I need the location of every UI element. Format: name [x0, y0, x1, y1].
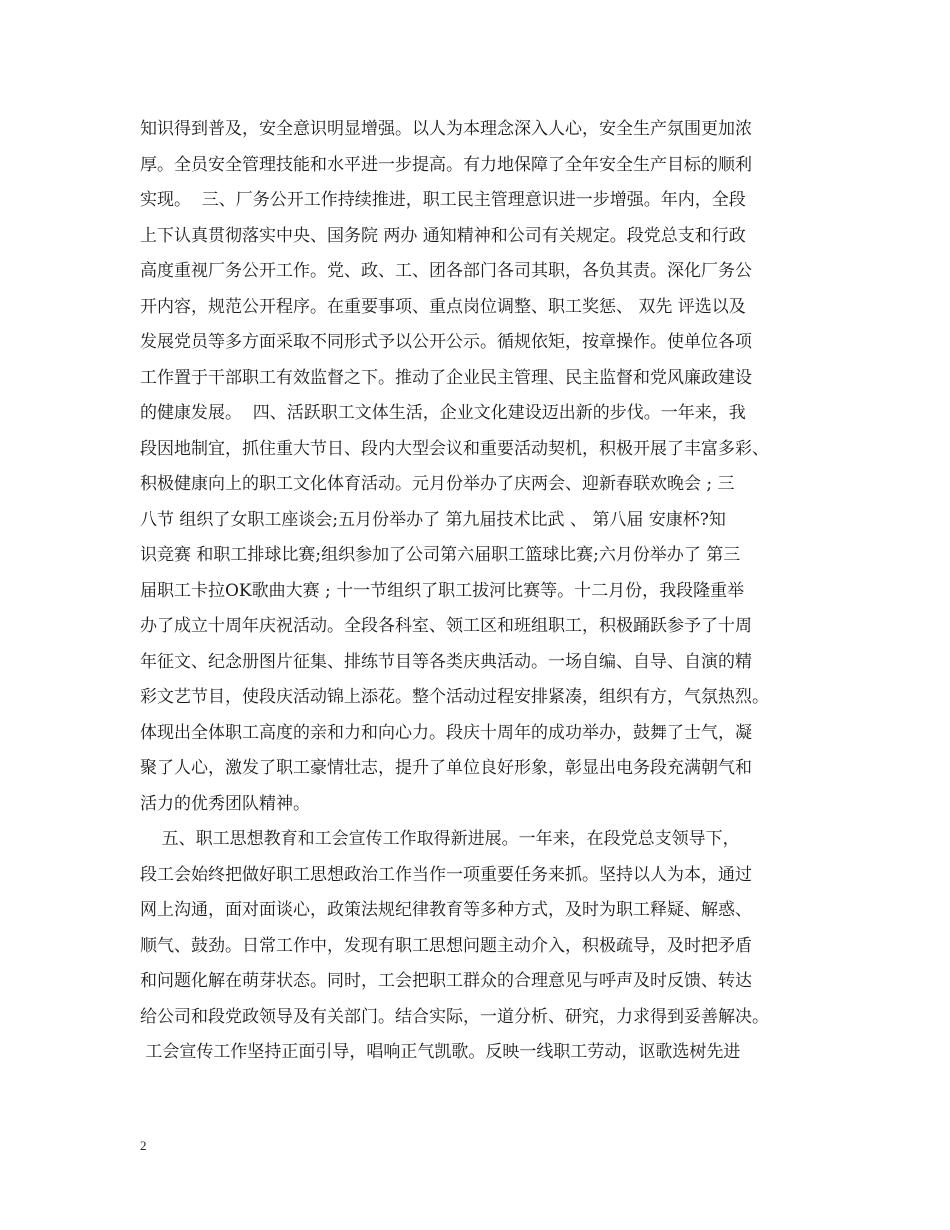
text-line: 工会宣传工作坚持正面引导，唱响正气凯歌。反映一线职工劳动，讴歌选树先进 [140, 1042, 741, 1062]
text-line: 活力的优秀团队精神。 [140, 793, 310, 814]
text-line: 八节 组织了女职工座谈会;五月份举办了 第九届技术比武 、 第八届 安康杯?知 [140, 509, 726, 530]
text-line: 发展党员等多方面采取不同形式予以公开公示。循规依矩，按章操作。使单位各项 [140, 332, 752, 352]
text-line: 识竞赛 和职工排球比赛;组织参加了公司第六届职工篮球比赛;六月份举办了 第三 [140, 545, 741, 565]
text-line: 段工会始终把做好职工思想政治工作当作一项重要任务来抓。坚持以人为本，通过 [140, 864, 752, 885]
text-line: 聚了人心，激发了职工豪情壮志，提升了单位良好形象，彰显出电务段充满朝气和 [140, 758, 752, 778]
text-line: 开内容，规范公开程序。在重要事项、重点岗位调整、职工奖惩、 双先 评选以及 [140, 296, 746, 317]
text-line: 上下认真贯彻落实中央、国务院 两办 通知精神和公司有关规定。段党总支和行政 [140, 225, 746, 246]
text-line: 五、职工思想教育和工会宣传工作取得新进展。一年来，在段党总支领导下， [140, 829, 740, 849]
text-line: 厚。全员安全管理技能和水平进一步提高。有力地保障了全年安全生产目标的顺利 [140, 154, 752, 175]
text-line: 给公司和段党政领导及有关部门。结合实际，一道分析、研究，力求得到妥善解决。 [140, 1006, 769, 1027]
text-line: 工作置于干部职工有效监督之下。推动了企业民主管理、民主监督和党风廉政建设 [140, 367, 752, 388]
body-text [140, 112, 840, 1071]
text-line: 知识得到普及，安全意识明显增强。以人为本理念深入人心，安全生产氛围更加浓 [140, 119, 752, 139]
text-line: 实现。 三、厂务公开工作持续推进，职工民主管理意识进一步增强。年内，全段 [140, 190, 746, 210]
text-line: 段因地制宜，抓住重大节日、段内大型会议和重要活动契机，积极开展了丰富多彩、 [140, 438, 769, 459]
text-line: 办了成立十周年庆祝活动。全段各科室、领工区和班组职工，积极踊跃参予了十周 [140, 616, 752, 636]
text-line: 顺气、鼓劲。日常工作中，发现有职工思想问题主动介入，积极疏导，及时把矛盾 [140, 935, 752, 956]
text-line: 的健康发展。 四、活跃职工文体生活，企业文化建设迈出新的步伐。一年来，我 [140, 403, 746, 423]
text-line: 彩文艺节目，使段庆活动锦上添花。整个活动过程安排紧凑，组织有方，气氛热烈。 [140, 687, 769, 707]
text-line: 届职工卡拉OK歌曲大赛 ; 十一节组织了职工拔河比赛等。十二月份，我段隆重举 [140, 580, 745, 601]
text-line: 积极健康向上的职工文化体育活动。元月份举办了庆两会、迎新春联欢晚会 ; 三 [140, 474, 735, 494]
text-line: 年征文、纪念册图片征集、排练节目等各类庆典活动。一场自编、自导、自演的精 [140, 651, 752, 672]
text-line: 高度重视厂务公开工作。党、政、工、团各部门各司其职，各负其责。深化厂务公 [140, 261, 752, 281]
page-number: 2 [140, 1138, 147, 1153]
text-line: 网上沟通，面对面谈心，政策法规纪律教育等多种方式，及时为职工释疑、解惑、 [140, 900, 752, 920]
text-line: 和问题化解在萌芽状态。同时，工会把职工群众的合理意见与呼声及时反馈、转达 [140, 971, 752, 991]
text-line: 体现出全体职工高度的亲和力和向心力。段庆十周年的成功举办，鼓舞了士气，凝 [140, 722, 752, 743]
